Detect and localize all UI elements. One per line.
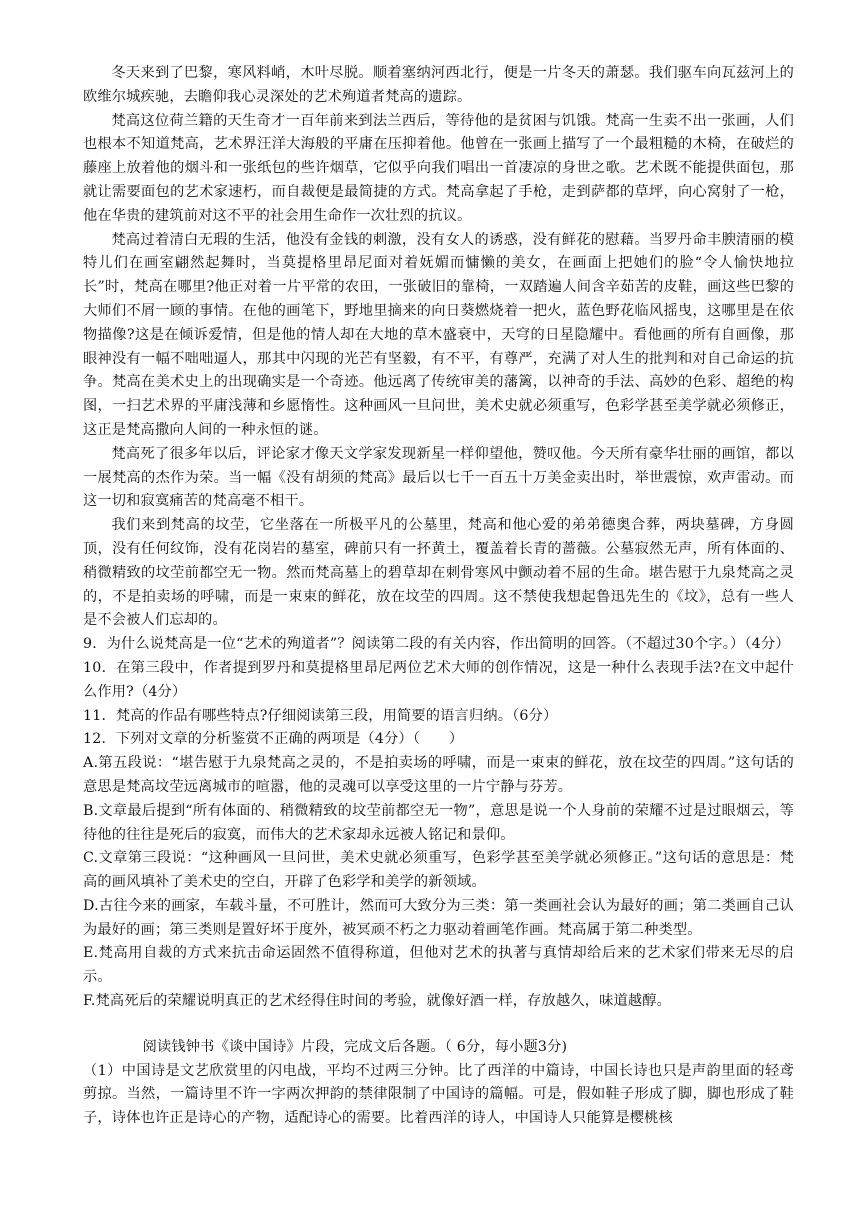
question-12: 12．下列对文章的分析鉴赏不正确的两项是（4分）（ ）: [83, 731, 464, 748]
passage-paragraph-3: 梵高过着清白无瑕的生活，他没有金钱的刺激，没有女人的诱惑，没有鲜花的慰藉。当罗丹命丰腴清丽的模特儿们在画室翩然起舞时，当莫提格里昂尼面对着妩媚而慵懒的美女，在画面上把她们的脸“令人愉快地拉长”时，梵高在哪里?他正对着一片平常的农田，一张破旧的靠椅，一双踏遍人间含辛茹苦的皮鞋，画这些巴黎的大师们不屑一顾的事情。在他的画笔下，野地里摘来的向日葵燃烧着一把火，蓝色野花临风摇曳，这哪里是在依物描像?这是在倾诉爱情，但是他的情人却在大地的草木盛衰中，天穹的日星隐耀中。看他画的所有自画像，那眼神没有一幅不咄咄逼人，那其中闪现的光芒有坚毅，有不平，有尊严，充满了对人生的批判和对自己命运的抗争。梵高在美术史上的出现确实是一个奇迹。他远离了传统审美的藩篱，以神奇的手法、高妙的色彩、超绝的构图，一扫艺术界的平庸浅薄和乡愿惰性。这种画风一旦问世，美术史就必须重写，色彩学甚至美学就必须修正，这正是梵高撒向人间的一种永恒的谜。: [83, 231, 794, 438]
option-c: C.文章第三段说：“这种画风一旦问世，美术史就必须重写，色彩学甚至美学就必须修正。”这句话的意思是：梵高的画风填补了美术史的空白，开辟了色彩学和美学的新领域。: [83, 850, 794, 891]
reading-passage: [83, 62, 794, 633]
question-11: 11．梵高的作品有哪些特点?仔细阅读第三段，用简要的语言归纳。（6分）: [83, 707, 558, 724]
section-2-paragraph-1: （1）中国诗是文艺欣赏里的闪电战，平均不过两三分钟。比了西洋的中篇诗，中国长诗也只是声韵里面的轻鸢剪掠。当然，一篇诗里不许一字两次押韵的禁律限制了中国诗的篇幅。可是，假如鞋子形成了脚，脚也形成了鞋子，诗体也许正是诗心的产物，适配诗心的需要。比着西洋的诗人，中国诗人只能算是樱桃核: [83, 1062, 794, 1127]
question-list: [83, 633, 794, 1014]
passage-paragraph-1: 冬天来到了巴黎，寒风料峭，木叶尽脱。顺着塞纳河西北行，便是一片冬天的萧瑟。我们驱车向瓦兹河上的欧维尔城疾驰，去瞻仰我心灵深处的艺术殉道者梵高的遗踪。: [83, 65, 794, 105]
option-f: F.梵高死后的荣耀说明真正的艺术经得住时间的考验，就像好酒一样，存放越久，味道越醇。: [83, 993, 672, 1010]
passage-paragraph-2: 梵高这位荷兰籍的天生奇才一百年前来到法兰西后，等待他的是贫困与饥饿。梵高一生卖不出一张画，人们也根本不知道梵高，艺术界汪洋大海般的平庸在压抑着他。他曾在一张画上描写了一个最粗糙的木椅，在破烂的藤座上放着他的烟斗和一张纸包的些许烟草，它似乎向我们唱出一首凄凉的身世之歌。艺术既不能提供面包，那就让需要面包的艺术家速朽，而自裁便是最简捷的方式。梵高拿起了手枪，走到萨都的草坪，向心窝射了一枪，他在华贵的建筑前对这不平的社会用生命作一次壮烈的抗议。: [83, 112, 794, 224]
option-b: B.文章最后提到“所有体面的、稍微精致的坟茔前都空无一物”，意思是说一个人身前的荣耀不过是过眼烟云，等待他的往往是死后的寂寞，而伟大的艺术家却永远被人铭记和景仰。: [83, 802, 794, 843]
section-2: [83, 1036, 794, 1131]
option-d: D.古往今来的画家，车载斗量，不可胜计，然而可大致分为三类：第一类画社会认为最好的画；第二类画自己认为最好的画；第三类则是置好坏于度外，被冥顽不朽之力驱动着画笔作画。梵高属于第二种类型。: [83, 897, 794, 938]
section-2-title: 阅读钱钟书《谈中国诗》片段，完成文后各题。（ 6分，每小题3分): [142, 1038, 568, 1055]
passage-paragraph-4: 梵高死了很多年以后，评论家才像天文学家发现新星一样仰望他，赞叹他。今天所有豪华壮丽的画馆，都以一展梵高的杰作为荣。当一幅《没有胡须的梵高》最后以七千一百五十万美金卖出时，举世震惊，欢声雷动。而这一切和寂寞痛苦的梵高毫不相干。: [83, 445, 794, 510]
section-gap: [83, 1014, 794, 1036]
passage-paragraph-5: 我们来到梵高的坟茔，它坐落在一所极平凡的公墓里，梵高和他心爱的弟弟德奥合葬，两块墓碑，方身圆顶，没有任何纹饰，没有花岗岩的墓室，碑前只有一抔黄土，覆盖着长青的蔷薇。公墓寂然无声，所有体面的、稍微精致的坟茔前都空无一物。然而梵高墓上的碧草却在刺骨寒风中颤动着不屈的生命。堪告慰于九泉梵高之灵的，不是拍卖场的呼啸，而是一束束的鲜花，放在坟茔的四周。这不禁使我想起鲁迅先生的《坟》，总有一些人是不会被人们忘却的。: [83, 517, 794, 629]
option-a: A.第五段说：“堪告慰于九泉梵高之灵的，不是拍卖场的呼啸，而是一束束的鲜花，放在坟茔的四周。”这句话的意思是梵高坟茔远离城市的喧嚣，他的灵魂可以享受这里的一片宁静与芬芳。: [83, 755, 794, 795]
option-e: E.梵高用自裁的方式来抗击命运固然不值得称道，但他对艺术的执著与真情却给后来的艺术家们带来无尽的启示。: [83, 945, 794, 986]
question-9: 9．为什么说梵高是一位“艺术的殉道者”？阅读第二段的有关内容，作出简明的回答。（不超过30个字。）（4分）: [83, 636, 790, 653]
question-10: 10．在第三段中，作者提到罗丹和莫提格里昂尼两位艺术大师的创作情况，这是一种什么表现手法?在文中起什么作用?（4分）: [83, 659, 794, 700]
